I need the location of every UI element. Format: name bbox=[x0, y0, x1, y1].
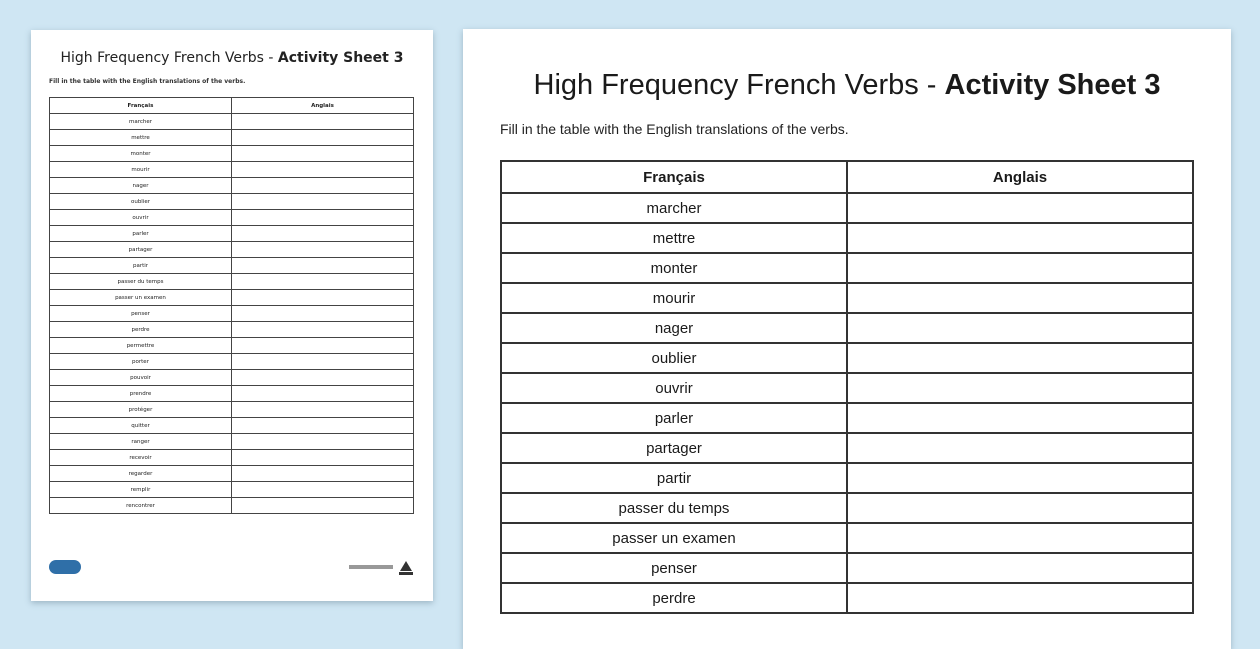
french-verb-cell: parler bbox=[501, 403, 847, 433]
large-sheet-title: High Frequency French Verbs - Activity Sheet 3 bbox=[533, 69, 1161, 101]
table-row bbox=[501, 433, 1193, 463]
table-row bbox=[501, 373, 1193, 403]
table-row bbox=[50, 418, 414, 434]
french-verb-cell: partir bbox=[501, 463, 847, 493]
table-row bbox=[50, 146, 414, 162]
table-row bbox=[50, 370, 414, 386]
english-translation-cell[interactable] bbox=[847, 433, 1193, 463]
table-row bbox=[501, 253, 1193, 283]
french-verb-cell: mourir bbox=[50, 162, 232, 178]
french-verb-cell: marcher bbox=[50, 114, 232, 130]
english-translation-cell[interactable] bbox=[232, 338, 414, 354]
english-translation-cell[interactable] bbox=[847, 523, 1193, 553]
table-row bbox=[501, 403, 1193, 433]
french-verb-cell: monter bbox=[50, 146, 232, 162]
table-row bbox=[50, 322, 414, 338]
english-translation-cell[interactable] bbox=[847, 283, 1193, 313]
french-verb-cell: perdre bbox=[501, 583, 847, 613]
french-verb-cell: recevoir bbox=[50, 450, 232, 466]
column-header-francais: Français bbox=[501, 161, 847, 193]
french-verb-cell: mourir bbox=[501, 283, 847, 313]
english-translation-cell[interactable] bbox=[232, 226, 414, 242]
column-header-anglais: Anglais bbox=[847, 161, 1193, 193]
table-row bbox=[501, 223, 1193, 253]
english-translation-cell[interactable] bbox=[232, 194, 414, 210]
english-translation-cell[interactable] bbox=[232, 146, 414, 162]
table-row bbox=[50, 194, 414, 210]
english-translation-cell[interactable] bbox=[232, 386, 414, 402]
english-translation-cell[interactable] bbox=[232, 322, 414, 338]
english-translation-cell[interactable] bbox=[232, 354, 414, 370]
table-row bbox=[501, 523, 1193, 553]
table-row bbox=[501, 553, 1193, 583]
table-row bbox=[501, 343, 1193, 373]
english-translation-cell[interactable] bbox=[847, 373, 1193, 403]
footer-text-mark bbox=[349, 565, 393, 569]
english-translation-cell[interactable] bbox=[232, 306, 414, 322]
table-row bbox=[50, 386, 414, 402]
english-translation-cell[interactable] bbox=[847, 343, 1193, 373]
table-row bbox=[501, 193, 1193, 223]
french-verb-cell: perdre bbox=[50, 322, 232, 338]
brand-logo bbox=[49, 560, 81, 574]
english-translation-cell[interactable] bbox=[847, 253, 1193, 283]
column-header-francais: Français bbox=[50, 98, 232, 114]
french-verb-cell: prendre bbox=[50, 386, 232, 402]
french-verb-cell: passer du temps bbox=[501, 493, 847, 523]
table-row bbox=[50, 130, 414, 146]
english-translation-cell[interactable] bbox=[847, 403, 1193, 433]
column-header-anglais: Anglais bbox=[232, 98, 414, 114]
french-verb-cell: mettre bbox=[50, 130, 232, 146]
french-verb-cell: mettre bbox=[501, 223, 847, 253]
english-translation-cell[interactable] bbox=[232, 178, 414, 194]
table-row bbox=[50, 290, 414, 306]
table-row bbox=[501, 283, 1193, 313]
english-translation-cell[interactable] bbox=[847, 463, 1193, 493]
french-verb-cell: ranger bbox=[50, 434, 232, 450]
table-row bbox=[50, 482, 414, 498]
english-translation-cell[interactable] bbox=[847, 583, 1193, 613]
english-translation-cell[interactable] bbox=[232, 114, 414, 130]
english-translation-cell[interactable] bbox=[232, 274, 414, 290]
french-verb-cell: remplir bbox=[50, 482, 232, 498]
table-row bbox=[50, 210, 414, 226]
table-row bbox=[501, 463, 1193, 493]
table-row bbox=[501, 583, 1193, 613]
english-translation-cell[interactable] bbox=[232, 450, 414, 466]
english-translation-cell[interactable] bbox=[232, 210, 414, 226]
english-translation-cell[interactable] bbox=[847, 493, 1193, 523]
french-verb-cell: penser bbox=[501, 553, 847, 583]
english-translation-cell[interactable] bbox=[232, 130, 414, 146]
english-translation-cell[interactable] bbox=[232, 434, 414, 450]
french-verb-cell: quitter bbox=[50, 418, 232, 434]
brand-emblem-icon bbox=[397, 557, 415, 577]
worksheet-large bbox=[463, 29, 1231, 649]
french-verb-cell: partager bbox=[501, 433, 847, 463]
table-row bbox=[501, 493, 1193, 523]
french-verb-cell: protéger bbox=[50, 402, 232, 418]
table-row bbox=[50, 498, 414, 514]
french-verb-cell: monter bbox=[501, 253, 847, 283]
english-translation-cell[interactable] bbox=[232, 162, 414, 178]
french-verb-cell: passer un examen bbox=[501, 523, 847, 553]
french-verb-cell: passer du temps bbox=[50, 274, 232, 290]
french-verb-cell: rencontrer bbox=[50, 498, 232, 514]
english-translation-cell[interactable] bbox=[847, 313, 1193, 343]
french-verb-cell: penser bbox=[50, 306, 232, 322]
english-translation-cell[interactable] bbox=[847, 553, 1193, 583]
french-verb-cell: passer un examen bbox=[50, 290, 232, 306]
french-verb-cell: marcher bbox=[501, 193, 847, 223]
table-row bbox=[50, 274, 414, 290]
small-verb-table bbox=[49, 97, 414, 514]
english-translation-cell[interactable] bbox=[232, 402, 414, 418]
table-row bbox=[50, 114, 414, 130]
french-verb-cell: ouvrir bbox=[501, 373, 847, 403]
french-verb-cell: nager bbox=[50, 178, 232, 194]
table-row bbox=[50, 338, 414, 354]
english-translation-cell[interactable] bbox=[847, 193, 1193, 223]
table-row bbox=[50, 354, 414, 370]
large-sheet-instruction: Fill in the table with the English translations of the verbs. bbox=[500, 121, 849, 137]
small-sheet-title: High Frequency French Verbs - Activity Sheet 3 bbox=[60, 50, 404, 66]
english-translation-cell[interactable] bbox=[232, 498, 414, 514]
english-translation-cell[interactable] bbox=[232, 258, 414, 274]
table-row bbox=[50, 434, 414, 450]
table-row bbox=[50, 162, 414, 178]
french-verb-cell: partager bbox=[50, 242, 232, 258]
english-translation-cell[interactable] bbox=[232, 370, 414, 386]
worksheet-preview-small bbox=[31, 30, 433, 601]
english-translation-cell[interactable] bbox=[232, 482, 414, 498]
english-translation-cell[interactable] bbox=[232, 242, 414, 258]
english-translation-cell[interactable] bbox=[232, 290, 414, 306]
small-sheet-instruction: Fill in the table with the English translations of the verbs. bbox=[49, 78, 246, 85]
table-row bbox=[50, 402, 414, 418]
large-verb-table bbox=[500, 160, 1194, 614]
english-translation-cell[interactable] bbox=[232, 466, 414, 482]
table-row bbox=[50, 178, 414, 194]
french-verb-cell: permettre bbox=[50, 338, 232, 354]
french-verb-cell: ouvrir bbox=[50, 210, 232, 226]
french-verb-cell: oublier bbox=[501, 343, 847, 373]
table-row bbox=[50, 226, 414, 242]
french-verb-cell: parler bbox=[50, 226, 232, 242]
french-verb-cell: porter bbox=[50, 354, 232, 370]
french-verb-cell: pouvoir bbox=[50, 370, 232, 386]
table-row bbox=[50, 306, 414, 322]
french-verb-cell: partir bbox=[50, 258, 232, 274]
table-row bbox=[50, 450, 414, 466]
table-row bbox=[50, 466, 414, 482]
table-row bbox=[50, 242, 414, 258]
french-verb-cell: oublier bbox=[50, 194, 232, 210]
french-verb-cell: regarder bbox=[50, 466, 232, 482]
english-translation-cell[interactable] bbox=[232, 418, 414, 434]
french-verb-cell: nager bbox=[501, 313, 847, 343]
english-translation-cell[interactable] bbox=[847, 223, 1193, 253]
table-row bbox=[50, 258, 414, 274]
table-row bbox=[501, 313, 1193, 343]
